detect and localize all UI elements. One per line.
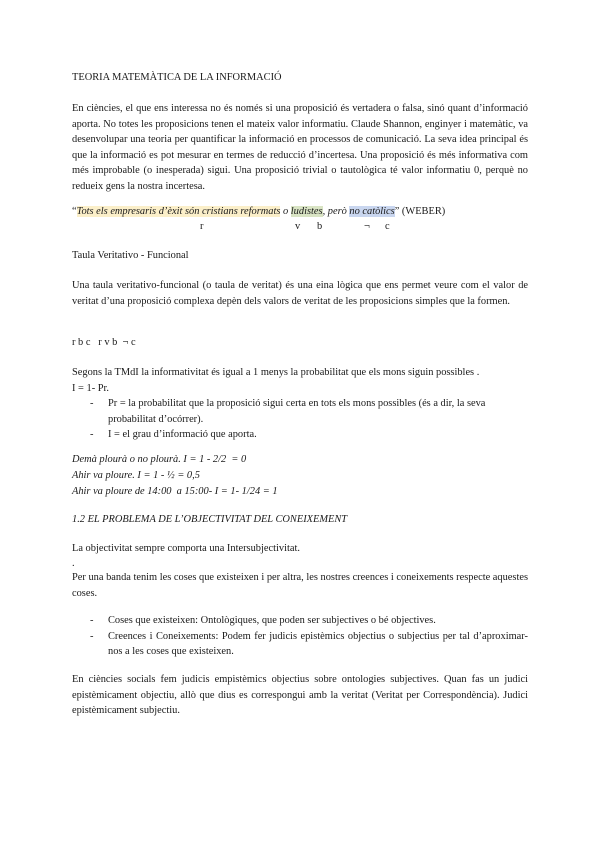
definition-item: - I = el grau d’informació que aporta. <box>72 427 528 443</box>
objectivitat-sentence: La objectivitat sempre comporta una Intersubjectivitat. <box>72 543 300 554</box>
quote-close: ” (WEBER) <box>394 206 446 217</box>
letter-b: b <box>317 221 323 232</box>
coses-item: - Coses que existeixen: Ontològiques, que poden ser subjectives o bé objectives. <box>72 613 528 629</box>
logic-formula: r b c r v b ¬ c <box>72 337 136 348</box>
definition-item: - Pr = la probabilitat que la proposició sigui certa en tots els mons possibles (és a dir, la seva probabilitat d’ocórrer). <box>72 396 528 427</box>
closing-paragraph: En ciències socials fem judicis empistèmics objectius sobre ontologies subjectives. Quan fas un judici epistèmicament objectiu, allò que dius es correspongui amb la veritat (Veritat per Correspondència). Judici epistèmicament subjectiu. <box>72 674 528 717</box>
information-equation: I = 1- Pr. <box>72 383 110 394</box>
coses-list <box>72 613 528 660</box>
example-line: Ahir va ploure. I = 1 - ½ = 0,5 <box>72 470 200 481</box>
letter-v: v <box>295 221 301 232</box>
taula-paragraph: Una taula veritativo-funcional (o taula de veritat) és una eina lògica que ens permet veure com el valor de veritat d’una proposició complexa depèn dels valors de veritat de les proposicions simples que la formen. <box>72 280 528 307</box>
section-title: 1.2 EL PROBLEMA DE L’OBJECTIVITAT DEL CONEIXEMENT <box>72 514 348 525</box>
segons-sentence: Segons la TMdI la informativitat és igual a 1 menys la probabilitat que els mons siguin possibles . <box>72 367 480 378</box>
quote-but: , però <box>322 206 350 217</box>
page-title: TEORIA MATEMÀTICA DE LA INFORMACIÓ <box>72 72 282 83</box>
quote-or: o <box>280 206 291 217</box>
stray-dot: . <box>72 558 75 569</box>
quote-open: “ <box>72 206 77 217</box>
coses-item: - Creences i Coneixements: Podem fer judicis epistèmics objectius o subjectius per tal d’aproximar-nos a les coses que existeixen. <box>72 629 528 660</box>
quote-part-reformats: Tots els empresaris d’èxit són cristians reformats <box>76 206 281 217</box>
example-line: Ahir va ploure de 14:00 a 15:00- I = 1- 1/24 = 1 <box>72 486 278 497</box>
quote-part-no-catolics: no catòlics <box>349 206 395 217</box>
example-line: Demà plourà o no plourà. I = 1 - 2/2 = 0 <box>72 454 247 465</box>
quote-part-ludistes: ludistes <box>290 206 323 217</box>
intro-paragraph: En ciències, el que ens interessa no és només si una proposició és vertadera o falsa, sinó quant d’informació aporta. No totes les proposicions tenen el mateix valor informatiu. Claude Shannon, enginyer i matemàtic, va desenvolupar una teoria per quantificar la informació en processos de comunicació. La seva idea principal és que la informació es pot mesurar en termes de reducció d’incertesa. Una proposició és més informativa com més improbable (o inesperada) sigui. Una proposició trivial o tautològica té valor informatiu 0, perquè no redueix gens la nostra incertesa. <box>72 103 528 192</box>
per-una-banda-paragraph: Per una banda tenim les coses que existeixen i per altra, les nostres creences i coneixements respecte aquestes coses. <box>72 572 528 599</box>
weber-quote <box>72 204 528 220</box>
letter-r: r <box>200 221 204 232</box>
quote-variable-letters <box>72 219 528 235</box>
letter-c: c <box>385 221 390 232</box>
taula-title: Taula Veritativo - Funcional <box>72 250 189 261</box>
definitions-list <box>72 396 528 443</box>
letter-not: ¬ <box>364 221 370 232</box>
